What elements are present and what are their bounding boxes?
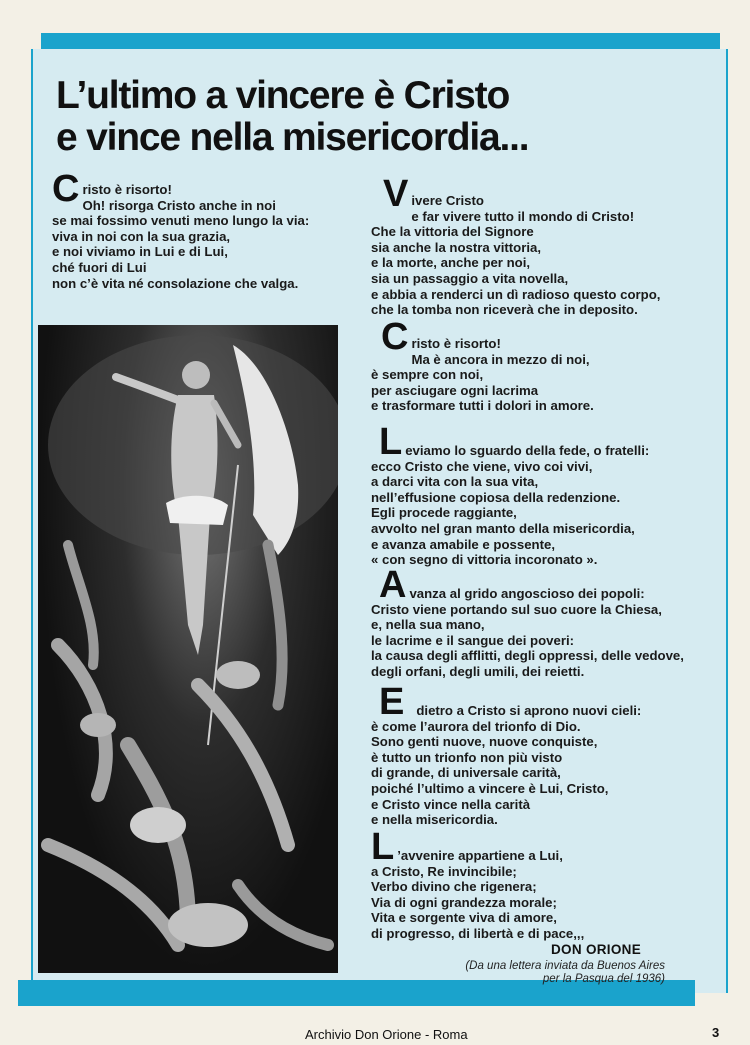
stanza-4-dropcap: L: [379, 421, 403, 463]
stanza-6: [371, 681, 642, 828]
stanza-2: [371, 173, 661, 318]
stanza-line: e avanza amabile e possente,: [371, 536, 555, 552]
stanza-line: è sempre con noi,: [371, 367, 484, 383]
stanza-line: risto è risorto!: [82, 182, 172, 197]
stanza-line: Cristo viene portando sul suo cuore la Chiesa,: [371, 601, 662, 617]
stanza-line: ivere Cristo: [411, 193, 484, 208]
stanza-line: ecco Cristo che viene, vivo coi vivi,: [371, 458, 593, 474]
stanza-line: e, nella sua mano,: [371, 617, 485, 633]
stanza-line: a darci vita con la sua vita,: [371, 474, 539, 490]
stanza-line: e far vivere tutto il mondo di Cristo!: [411, 208, 635, 224]
author-signature: DON ORIONE: [551, 942, 642, 957]
stanza-line: ’avvenire appartiene a Lui,: [397, 848, 563, 863]
archive-footer: Archivio Don Orione - Roma: [305, 1027, 468, 1042]
left-column: [52, 168, 352, 291]
article-title: [56, 75, 676, 159]
stanza-line: Verbo divino che rigenera;: [371, 879, 537, 895]
title-line-1: L’ultimo a vincere è Cristo: [56, 74, 510, 117]
stanza-line: viva in noi con la sua grazia,: [52, 228, 231, 244]
stanza-line: avvolto nel gran manto della misericordia,: [371, 520, 635, 536]
stanza-7-dropcap: L: [371, 826, 395, 868]
stanza-line: e abbia a renderci un dì radioso questo corpo,: [371, 286, 661, 302]
stanza-line: di progresso, di libertà e di pace,,,: [371, 925, 585, 941]
stanza-line: se mai fossimo venuti meno lungo la via:: [52, 213, 310, 229]
stanza-line: e trasformare tutti i dolori in amore.: [371, 398, 594, 414]
stanza-6-dropcap: E: [379, 681, 405, 723]
stanza-line: e Cristo vince nella carità: [371, 796, 531, 812]
stanza-line: sia un passaggio a vita novella,: [371, 270, 569, 286]
stanza-7: [371, 826, 585, 942]
source-line-1: (Da una lettera inviata da Buenos Aires: [465, 960, 665, 972]
stanza-line: di grande, di universale carità,: [371, 765, 561, 781]
stanza-line: poiché l’ultimo a vincere è Lui, Cristo,: [371, 780, 609, 796]
stanza-line: a Cristo, Re invincibile;: [371, 863, 517, 879]
stanza-line: « con segno di vittoria incoronato ».: [371, 552, 598, 568]
stanza-line: Via di ogni grandezza morale;: [371, 894, 557, 910]
stanza-line: risto è risorto!: [411, 336, 501, 351]
stanza-5-dropcap: A: [379, 564, 407, 606]
stanza-5: [371, 564, 684, 680]
source-note: [433, 960, 665, 986]
stanza-4: [371, 421, 650, 568]
stanza-line: e noi viviamo in Lui e di Lui,: [52, 244, 228, 260]
stanza-line: vanza al grido angoscioso dei popoli:: [409, 586, 645, 601]
stanza-line: che la tomba non riceverà che in deposito.: [371, 302, 638, 318]
stanza-line: degli orfani, degli umili, dei reietti.: [371, 663, 585, 679]
stanza-line: dietro a Cristo si aprono nuovi cieli:: [416, 703, 642, 718]
stanza-3: [371, 316, 594, 414]
stanza-line: Vita e sorgente viva di amore,: [371, 910, 557, 926]
stanza-2-dropcap: V: [383, 173, 409, 215]
stanza-line: è tutto un trionfo non più visto: [371, 749, 563, 765]
title-line-2: e vince nella misericordia...: [56, 116, 529, 159]
stanza-line: Sono genti nuove, nuove conquiste,: [371, 734, 598, 750]
stanza-line: le lacrime e il sangue dei poveri:: [371, 632, 575, 648]
stanza-line: e nella misericordia.: [371, 812, 498, 828]
stanza-3-dropcap: C: [381, 316, 409, 358]
stanza-line: la causa degli afflitti, degli oppressi, delle vedove,: [371, 648, 684, 664]
stanza-line: è come l’aurora del trionfo di Dio.: [371, 718, 581, 734]
stanza-line: nell’effusione copiosa della redenzione.: [371, 489, 621, 505]
stanza-line: non c’è vita né consolazione che valga.: [52, 275, 299, 291]
source-line-2: per la Pasqua del 1936): [542, 973, 665, 985]
stanza-line: Oh! risorga Cristo anche in noi: [82, 197, 276, 213]
page-number: 3: [712, 1025, 720, 1040]
stanza-line: Che la vittoria del Signore: [371, 224, 534, 240]
stanza-line: eviamo lo sguardo della fede, o fratelli:: [405, 443, 650, 458]
stanza-line: e la morte, anche per noi,: [371, 255, 531, 271]
stanza-line: sia anche la nostra vittoria,: [371, 239, 542, 255]
resurrection-painting: [38, 325, 338, 973]
stanza-line: per asciugare ogni lacrima: [371, 382, 539, 398]
stanza-line: Ma è ancora in mezzo di noi,: [411, 351, 590, 367]
stanza-1-dropcap: C: [52, 168, 80, 210]
stanza-1: [52, 168, 352, 291]
stanza-line: ché fuori di Lui: [52, 259, 147, 275]
stanza-line: Egli procede raggiante,: [371, 505, 517, 521]
